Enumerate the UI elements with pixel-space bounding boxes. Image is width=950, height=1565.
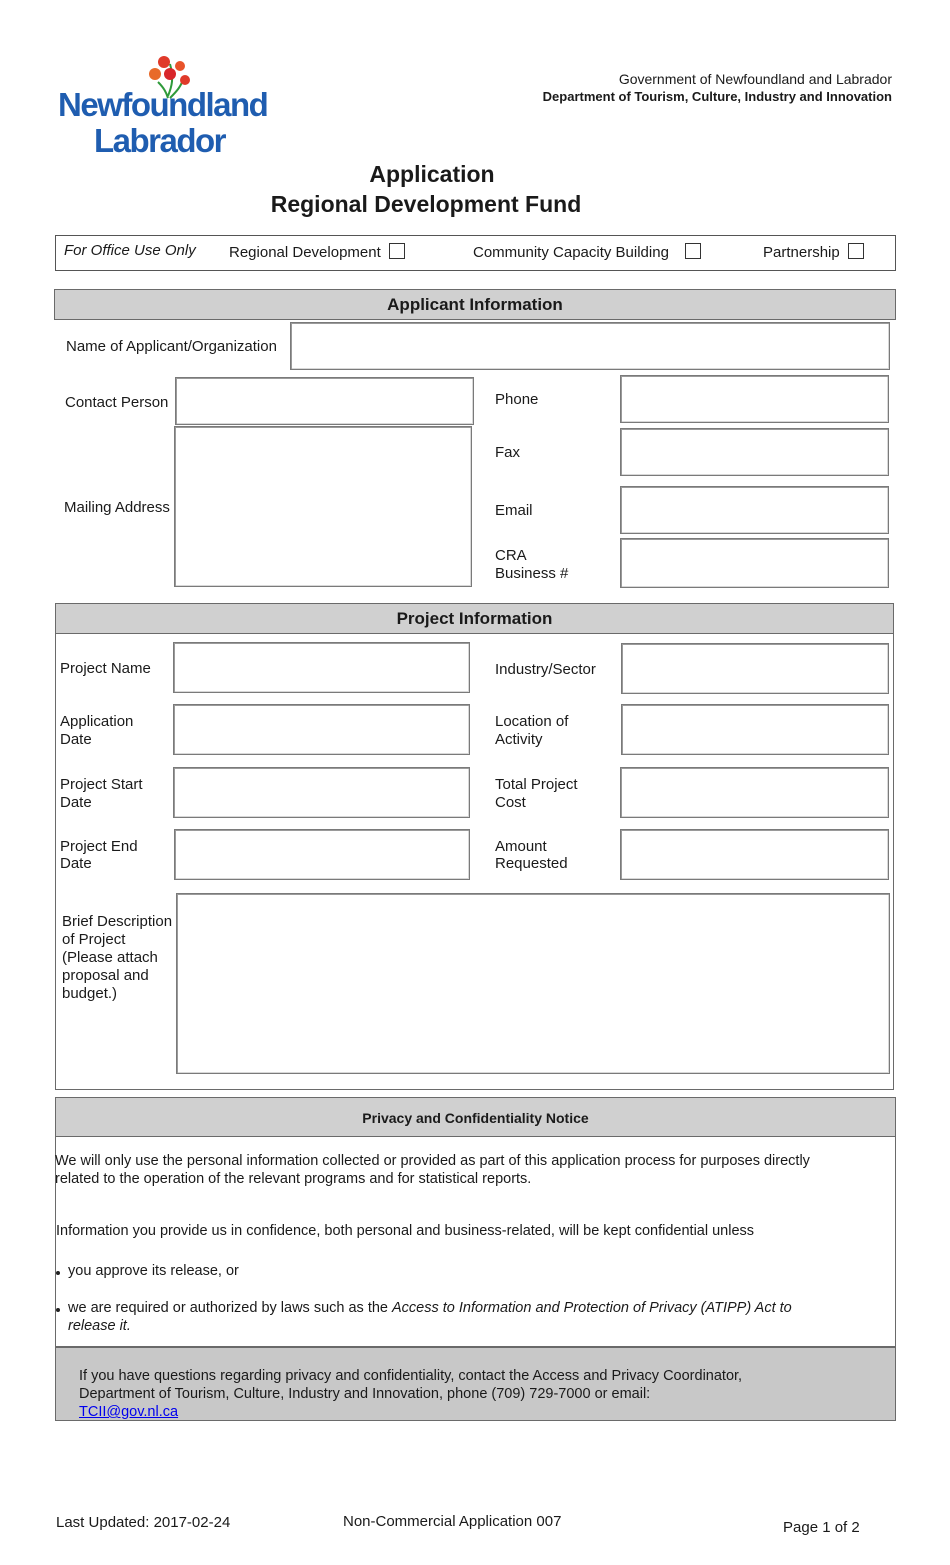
fax-label: Fax <box>495 444 521 461</box>
phone-label: Phone <box>495 391 539 408</box>
end-date-label-2: Date <box>60 855 92 872</box>
total-cost-label-1: Total Project <box>495 776 578 793</box>
contact-person-field[interactable] <box>175 377 474 425</box>
privacy-bullet-2c: release it. <box>68 1318 131 1334</box>
logo-line2: Labrador <box>94 122 226 159</box>
email-field[interactable] <box>620 486 889 534</box>
footer-page-number: Page 1 of 2 <box>783 1519 860 1536</box>
footer-form-id: Non-Commercial Application 007 <box>343 1513 562 1530</box>
application-date-label-2: Date <box>60 731 92 748</box>
footer-last-updated: Last Updated: 2017-02-24 <box>56 1514 231 1531</box>
mailing-address-field[interactable] <box>174 426 472 587</box>
start-date-label-1: Project Start <box>60 776 143 793</box>
office-option-community[interactable] <box>473 244 701 261</box>
project-name-field[interactable] <box>173 642 470 693</box>
privacy-email-link[interactable]: TCII@gov.nl.ca <box>79 1404 179 1420</box>
regional-development-checkbox[interactable] <box>389 243 405 259</box>
office-option-regional[interactable] <box>229 244 405 261</box>
total-cost-field[interactable] <box>620 767 889 818</box>
total-cost-label-2: Cost <box>495 794 526 811</box>
location-field[interactable] <box>621 704 889 755</box>
mailing-address-label: Mailing Address <box>64 499 170 516</box>
industry-label: Industry/Sector <box>495 661 596 678</box>
page-title: Application <box>369 161 495 187</box>
email-label: Email <box>495 502 533 519</box>
project-name-label: Project Name <box>60 660 151 677</box>
logo <box>58 52 268 162</box>
description-label-3: (Please attach <box>62 949 158 966</box>
cra-label-line2: Business # <box>495 565 569 582</box>
bullet-icon <box>56 1271 60 1275</box>
privacy-paragraph-2: Information you provide us in confidence, both personal and business-related, will be kept confidential unless <box>56 1223 755 1239</box>
privacy-bullet-2 <box>68 1299 792 1317</box>
description-field[interactable] <box>176 893 890 1074</box>
location-label-1: Location of <box>495 713 569 730</box>
privacy-paragraph-1a: We will only use the personal information collected or provided as part of this application process for purposes directly <box>55 1153 810 1169</box>
office-option-partnership[interactable] <box>763 244 864 261</box>
description-label-5: budget.) <box>62 985 118 1002</box>
start-date-field[interactable] <box>173 767 470 818</box>
description-label-4: proposal and <box>62 967 149 984</box>
office-option-partnership-label: Partnership <box>763 244 840 261</box>
cra-business-field[interactable] <box>620 538 889 588</box>
page-subtitle: Regional Development Fund <box>270 191 582 217</box>
application-date-label-1: Application <box>60 713 134 730</box>
community-capacity-checkbox[interactable] <box>685 243 701 259</box>
start-date-label-2: Date <box>60 794 92 811</box>
office-use-label: For Office Use Only <box>64 242 196 259</box>
privacy-contact-line2: Department of Tourism, Culture, Industry and Innovation, phone (709) 729-7000 or email: <box>79 1386 651 1402</box>
end-date-label-1: Project End <box>60 838 138 855</box>
logo-line1: Newfoundland <box>58 86 268 123</box>
contact-person-label: Contact Person <box>65 394 169 411</box>
privacy-bullet-1: you approve its release, or <box>68 1263 239 1279</box>
phone-field[interactable] <box>620 375 889 423</box>
office-use-box <box>55 235 896 271</box>
privacy-bullet-2b: Access to Information and Protection of Privacy (ATIPP) Act to <box>392 1300 792 1316</box>
description-label-2: of Project <box>62 931 126 948</box>
industry-field[interactable] <box>621 643 889 694</box>
location-label-2: Activity <box>495 731 543 748</box>
cra-label-line1: CRA <box>495 547 527 564</box>
office-option-community-label: Community Capacity Building <box>473 244 669 261</box>
amount-field[interactable] <box>620 829 889 880</box>
applicant-section-header: Applicant Information <box>54 289 896 320</box>
description-label-1: Brief Description <box>62 913 173 930</box>
amount-label-1: Amount <box>495 838 547 855</box>
privacy-paragraph-1b: related to the operation of the relevant programs and for statistical reports. <box>55 1171 532 1187</box>
privacy-section-header: Privacy and Confidentiality Notice <box>55 1097 896 1137</box>
office-option-regional-label: Regional Development <box>229 244 381 261</box>
privacy-bullet-2a: we are required or authorized by laws such as the <box>68 1300 388 1316</box>
fax-field[interactable] <box>620 428 889 476</box>
bullet-icon <box>56 1308 60 1312</box>
partnership-checkbox[interactable] <box>848 243 864 259</box>
application-date-field[interactable] <box>173 704 470 755</box>
applicant-name-field[interactable] <box>290 322 890 370</box>
amount-label-2: Requested <box>495 855 568 872</box>
government-name: Government of Newfoundland and Labrador <box>618 71 892 87</box>
project-section-header: Project Information <box>55 603 894 634</box>
applicant-name-label: Name of Applicant/Organization <box>66 338 277 355</box>
privacy-contact-line1: If you have questions regarding privacy and confidentiality, contact the Access and Privacy Coordinator, <box>79 1368 743 1384</box>
end-date-field[interactable] <box>174 829 470 880</box>
department-name: Department of Tourism, Culture, Industry and Innovation <box>542 89 892 104</box>
